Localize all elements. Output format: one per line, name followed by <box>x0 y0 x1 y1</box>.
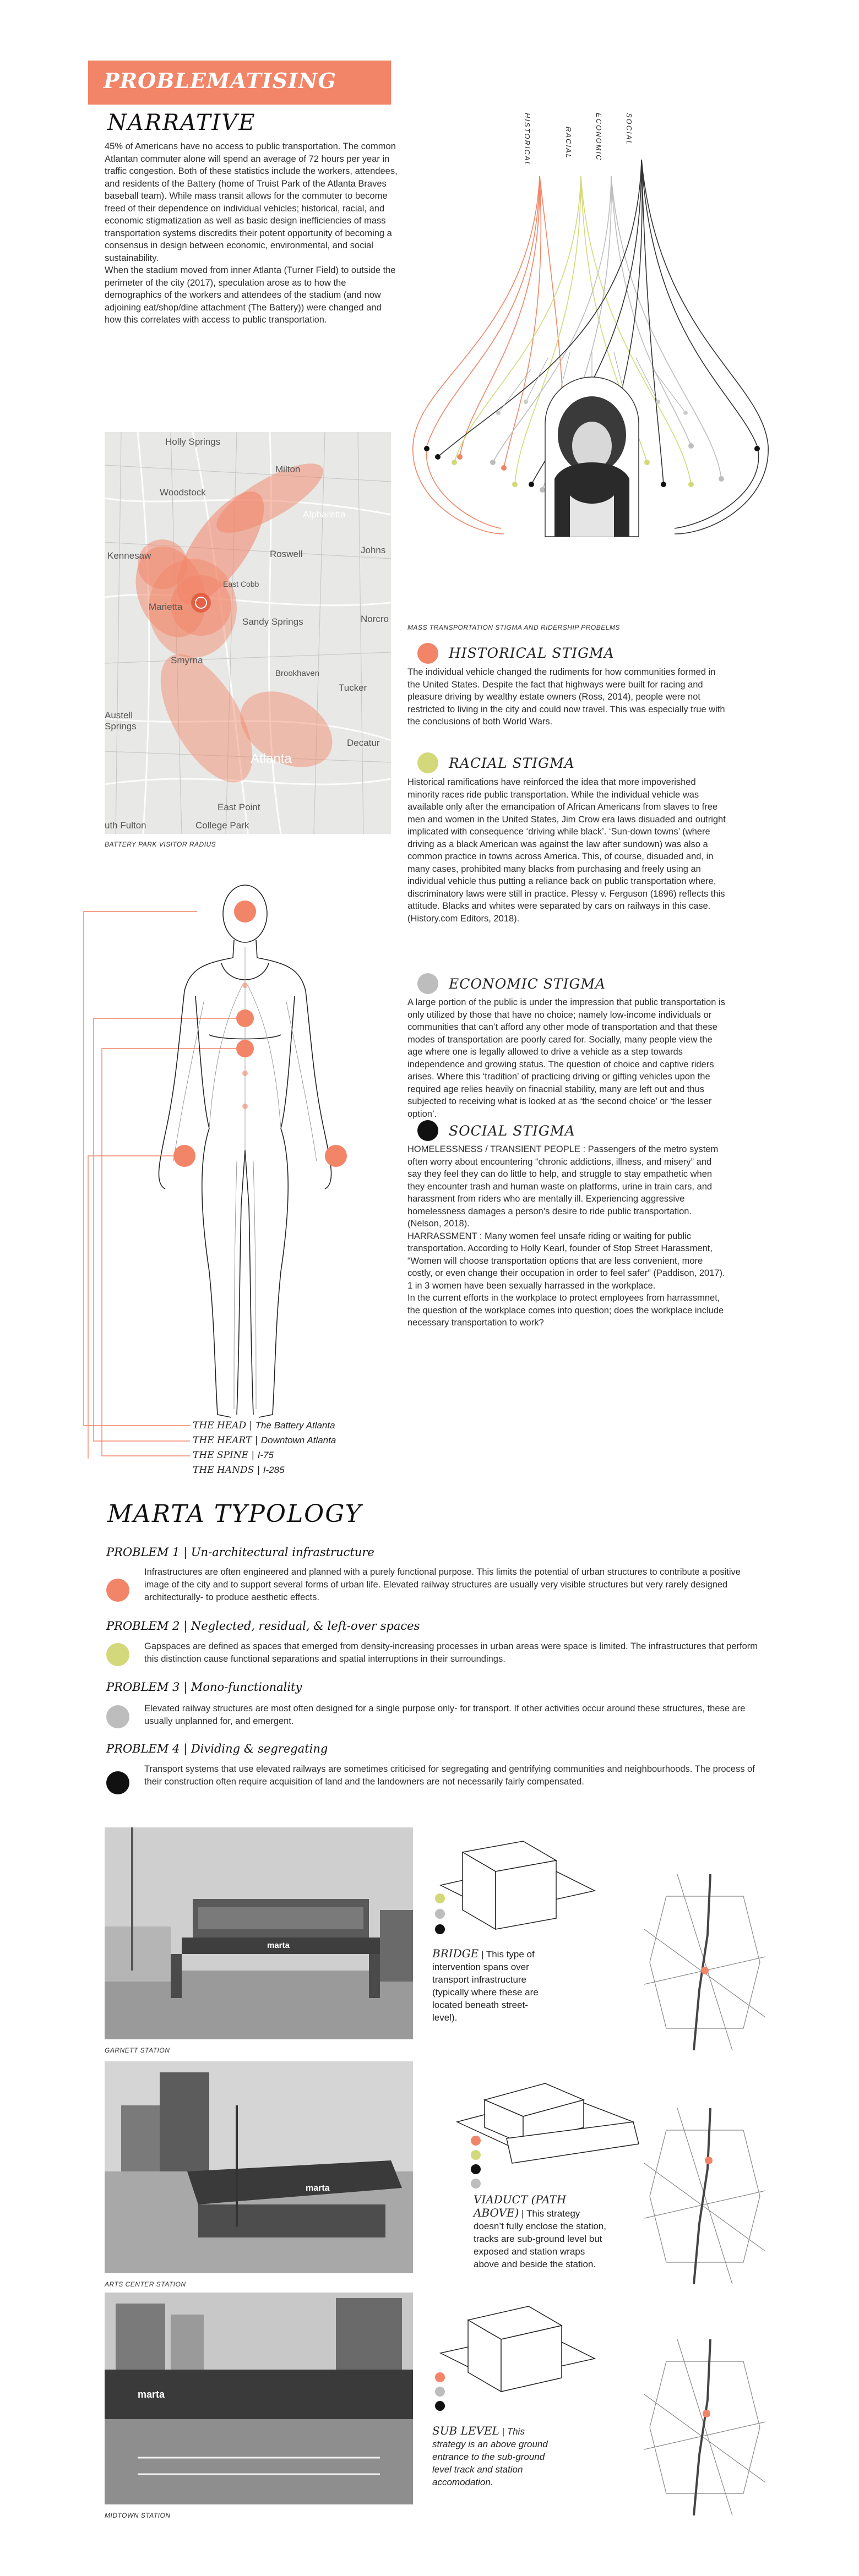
marta-sign: marta <box>267 1941 290 1950</box>
social-paragraph-2: HARRASSMENT : Many women feel unsafe riding or waiting for public transportation. According to Holly Kearl, founder of Stop Street Harassment, “Women will choose transportation options that are less convenient, more costly, or even change their occupation in order to feel safer” (Paddison, 2017). 1 in 3 women have been sexually harrassed in the workplace. <box>407 1231 725 1291</box>
label-head-part: THE HEAD <box>193 1420 247 1431</box>
bridge-typology-drawing <box>430 1830 606 1940</box>
diagram-caption: MASS TRANSPORTATION STIGMA AND RIDERSHIP PROBELMS <box>407 624 620 631</box>
label-head: THE HEAD | The Battery Atlanta <box>193 1420 335 1431</box>
viaduct-type-desc: This strategy doesn’t fully enclose the station, tracks are sub-ground level but exposed and station wraps above and beside the station. <box>474 2208 606 2269</box>
label-spine-place: I-75 <box>257 1450 274 1460</box>
problem-2-dot <box>106 1643 129 1666</box>
map-label: Norcro <box>361 614 389 624</box>
map-label: Austell <box>105 710 133 721</box>
label-heart: THE HEART | Downtown Atlanta <box>193 1435 336 1446</box>
garnett-photo-graphic <box>105 1827 413 2039</box>
map-label: East Point <box>218 802 260 812</box>
narrative-text <box>105 140 399 326</box>
visitor-radius-map <box>105 432 391 834</box>
bridge-type-title: BRIDGE <box>432 1947 479 1960</box>
label-heart-place: Downtown Atlanta <box>260 1435 336 1445</box>
racial-stigma-text: Historical ramifications have reinforced the idea that more impoverished minority races ride public transportation. While the individual vehicle was available only after the emancipation of African Americans from slaves to free men and women in the United States, Jim Crow era laws disuaded and outright implicated with consequence ‘driving while black’. ‘Sun-down towns’ (where driving as a black American was against the law after sundown) was also a common practice in towns across America. This, of course, disuaded and, in many cases, prohibited many blacks from purchasing and freely using an individual vehicle thus putting a reliance back on public transportation where, discriminatory laws were still in practice. Plessy v. Ferguson (1896) reflects this attitude. Blacks and whites were separated by cars on railways in this case. (History.com Editors, 2018). <box>407 777 726 924</box>
problem-2-text: Gapspaces are defined as spaces that emerged from density-increasing processes in urban areas were space is limited. The infrastructures that perform this distinction cause functional separations and spatial interruptions in their surroundings. <box>144 1641 758 1664</box>
viaduct-type-title: VIADUCT (PATH ABOVE) <box>474 2193 567 2219</box>
garnett-station-caption: GARNETT STATION <box>105 2046 170 2054</box>
axis-label-racial: RACIAL <box>564 127 573 159</box>
map-label: Tucker <box>339 683 367 693</box>
problem-4-dot <box>106 1771 129 1794</box>
problem-1-name: Un-architectural infrastructure <box>191 1546 374 1559</box>
sublevel-typology-drawing <box>430 2293 606 2403</box>
map-label: Alpharetta <box>303 509 346 520</box>
map-caption: BATTERY PARK VISITOR RADIUS <box>105 841 216 848</box>
bridge-type-desc: This type of intervention spans over transport infrastructure (typically where these are located beneath street-level). <box>432 1949 539 2023</box>
garnett-route-map <box>644 1874 765 2050</box>
narrative-paragraph-1: 45% of Americans have no access to public transportation. The common Atlantan commuter alone will spend an average of 72 hours per year in traffic congestion. Both of these statistics include the workers, attendees, and residents of the Battery (home of Truist Park of the Atlanta Braves baseball team). While mass transit allows for the commuter to become freed of their dependence on individual vehicles; historical, racial, and economic stigmatization as well as basic design inefficiencies of mass transportation systems discredits their potent opportunity of becoming a consensus in design between economic, environmental, and social sustainability. <box>105 141 398 263</box>
map-label: Milton <box>275 464 301 474</box>
sublevel-dot-coral <box>435 2372 445 2382</box>
midtown-station-photo <box>105 2293 413 2504</box>
map-label: Smyrna <box>171 655 203 665</box>
arts-center-route-map <box>644 2108 765 2284</box>
problem-3-heading: PROBLEM 3 | Mono-functionality <box>106 1680 302 1694</box>
problem-2-name: Neglected, residual, & left-over spaces <box>191 1619 420 1633</box>
map-label: Kennesaw <box>107 550 151 561</box>
economic-stigma-text: A large portion of the public is under the impression that public transportation is only utilized by those that have no choice; namely low-income individuals or communities that can’t afford any other mode of transportation and that these modes of transportation are poorly cared for. Socially, many people view the age where one is legally allowed to drive a vehicle as a step towards independence and growing status. The question of choice and captive riders arises. Where this ‘tradition’ of practicing driving or gifting vehicles upon the required age relies heavily on finacnial stability, many are left out and thus subjected to receiving what is looked at as ‘the second choice’ or ‘the lesser option’. <box>407 997 725 1119</box>
problem-1-heading: PROBLEM 1 | Un-architectural infrastructure <box>106 1546 374 1559</box>
bridge-dot-black <box>435 1924 445 1934</box>
problem-4-heading: PROBLEM 4 | Dividing & segregating <box>106 1742 328 1755</box>
garnett-station-photo <box>105 1827 413 2039</box>
map-label: Springs <box>105 721 137 732</box>
marta-sign: marta <box>306 2184 330 2193</box>
label-head-place: The Battery Atlanta <box>255 1420 335 1431</box>
arts-center-station-caption: ARTS CENTER STATION <box>105 2280 186 2288</box>
map-label: uth Fulton <box>105 820 146 831</box>
social-stigma-title: SOCIAL STIGMA <box>449 1123 575 1139</box>
body-diagram <box>77 875 385 1459</box>
problem-3-text: Elevated railway structures are most often designed for a single purpose only- for transport. If other activities occur around these structures, these are usually unplanned for, and emergent. <box>144 1704 746 1726</box>
social-paragraph-3: In the current efforts in the workplace to protect employees from harrassmnet, the question of the workplace comes into question; does the workplace include necessary transportation to work? <box>407 1293 724 1328</box>
arts-center-photo-graphic <box>105 2061 413 2273</box>
marta-heading: MARTA TYPOLOGY <box>107 1500 362 1528</box>
racial-stigma-title: RACIAL STIGMA <box>449 755 575 771</box>
map-label: Marietta <box>149 602 183 612</box>
historical-dot <box>417 643 438 664</box>
midtown-route-map <box>644 2339 765 2515</box>
label-hands-place: I-285 <box>263 1465 285 1475</box>
problem-3-num: PROBLEM 3 <box>106 1680 180 1694</box>
axis-label-historical: HISTORICAL <box>523 113 531 167</box>
bridge-description: BRIDGE | This type of intervention spans over transport infrastructure (typically where these are located beneath street-level). <box>432 1947 539 2023</box>
map-label: Atlanta <box>251 751 292 766</box>
viaduct-dot-lime <box>471 2150 481 2160</box>
problem-3-name: Mono-functionality <box>191 1680 302 1694</box>
sublevel-type-title: SUB LEVEL <box>432 2424 499 2437</box>
map-label: Holly Springs <box>165 436 221 447</box>
axis-label-economic: ECONOMIC <box>595 113 603 161</box>
problem-2-num: PROBLEM 2 <box>106 1619 180 1633</box>
economic-stigma-title: ECONOMIC STIGMA <box>449 976 606 992</box>
sublevel-dot-black <box>435 2401 445 2411</box>
narrative-paragraph-2: When the stadium moved from inner Atlanta (Turner Field) to outside the perimeter of the city (2017), speculation arose as to how the demographics of the workers and attendees of the stadium (and now adjoining eat/shop/dine attachment (The Battery)) were changed and how this correlates with access to public transportation. <box>105 265 396 325</box>
arts-center-station-photo <box>105 2061 413 2273</box>
axis-label-social: SOCIAL <box>625 113 633 146</box>
label-spine-part: THE SPINE <box>193 1450 249 1461</box>
map-label: Decatur <box>347 738 380 748</box>
problem-4-num: PROBLEM 4 <box>106 1742 180 1755</box>
map-labels <box>105 432 391 834</box>
midtown-station-caption: MIDTOWN STATION <box>105 2512 171 2519</box>
problem-2-heading: PROBLEM 2 | Neglected, residual, & left-over spaces <box>106 1619 420 1633</box>
problem-3-dot <box>106 1705 129 1728</box>
banner-title: PROBLEMATISING <box>104 68 336 93</box>
label-hands-part: THE HANDS <box>193 1465 254 1476</box>
viaduct-description: VIADUCT (PATH ABOVE) | This strategy doesn’t fully enclose the station, tracks are sub-ground level but exposed and station wraps above and beside the station. <box>474 2193 606 2269</box>
label-heart-part: THE HEART <box>193 1435 252 1446</box>
social-paragraph-1: HOMELESSNESS / TRANSIENT PEOPLE : Passengers of the metro system often worry about encountering “chronic addictions, illness, and misery” and say they feel they can do little to help, and struggle to stay empathetic when they encounter trash and human waste on platforms, urine in train cars, and harassment from riders who are mentally ill. Experiencing aggressive homelessness damages a person’s desire to ride public transportation. (Nelson, 2018). <box>407 1144 719 1229</box>
sublevel-description: SUB LEVEL | This strategy is an above ground entrance to the sub-ground level track and station accomodation. <box>432 2424 548 2487</box>
narrative-heading: NARRATIVE <box>107 110 256 135</box>
map-label: East Cobb <box>223 580 259 588</box>
sublevel-type-desc: This strategy is an above ground entrance to the sub-ground level track and station accomodation. <box>432 2426 548 2487</box>
label-spine: THE SPINE | I-75 <box>193 1450 274 1461</box>
problem-4-text: Transport systems that use elevated railways are sometimes criticised for segregating and gentrifying communities and neighbourhoods. The process of their construction often require acquisition of land and the landowners are not necessarily fairly compensated. <box>144 1764 755 1787</box>
map-label: Johns <box>361 545 386 555</box>
bridge-dot-lime <box>435 1893 445 1903</box>
problem-1-dot <box>106 1579 129 1602</box>
label-hands: THE HANDS | I-285 <box>193 1465 285 1476</box>
map-label: Sandy Springs <box>242 616 303 627</box>
problem-4-name: Dividing & segregating <box>191 1742 328 1755</box>
map-label: Woodstock <box>160 487 206 498</box>
economic-dot <box>417 973 438 994</box>
stigma-axis-labels <box>523 110 672 198</box>
viaduct-dot-coral <box>471 2136 481 2146</box>
viaduct-dot-gray <box>471 2179 481 2188</box>
historical-stigma-title: HISTORICAL STIGMA <box>449 645 615 661</box>
historical-stigma-text: The individual vehicle changed the rudiments for how communities formed in the United States. Despite the fact that highways were built for racing and pleasure driving by wealthy estate owners (Ross, 2014), people were not restricted to living in the city and could now travel. This was especially true with the conclusions of both World Wars. <box>407 667 725 727</box>
viaduct-typology-drawing <box>452 2061 650 2182</box>
bridge-dot-gray <box>435 1909 445 1919</box>
racial-dot <box>417 752 438 773</box>
problem-1-text: Infrastructures are often engineered and planned with a purely functional purpose. This limits the potential of urban structures to contribute a positive image of the city and to support several forms of urban life. Elevated railway structures are usually very visible structures but very rarely designed architecturally- to produce aesthetic effects. <box>144 1567 741 1602</box>
section-banner <box>88 61 391 105</box>
map-label: Roswell <box>270 549 303 559</box>
problem-1-num: PROBLEM 1 <box>106 1546 180 1559</box>
social-dot <box>417 1120 438 1141</box>
map-label: Brookhaven <box>275 669 320 678</box>
social-stigma-text <box>407 1143 727 1329</box>
map-label: College Park <box>195 820 249 831</box>
sublevel-dot-gray <box>435 2387 445 2397</box>
viaduct-dot-black <box>471 2164 481 2174</box>
marta-sign: marta <box>138 2389 165 2400</box>
